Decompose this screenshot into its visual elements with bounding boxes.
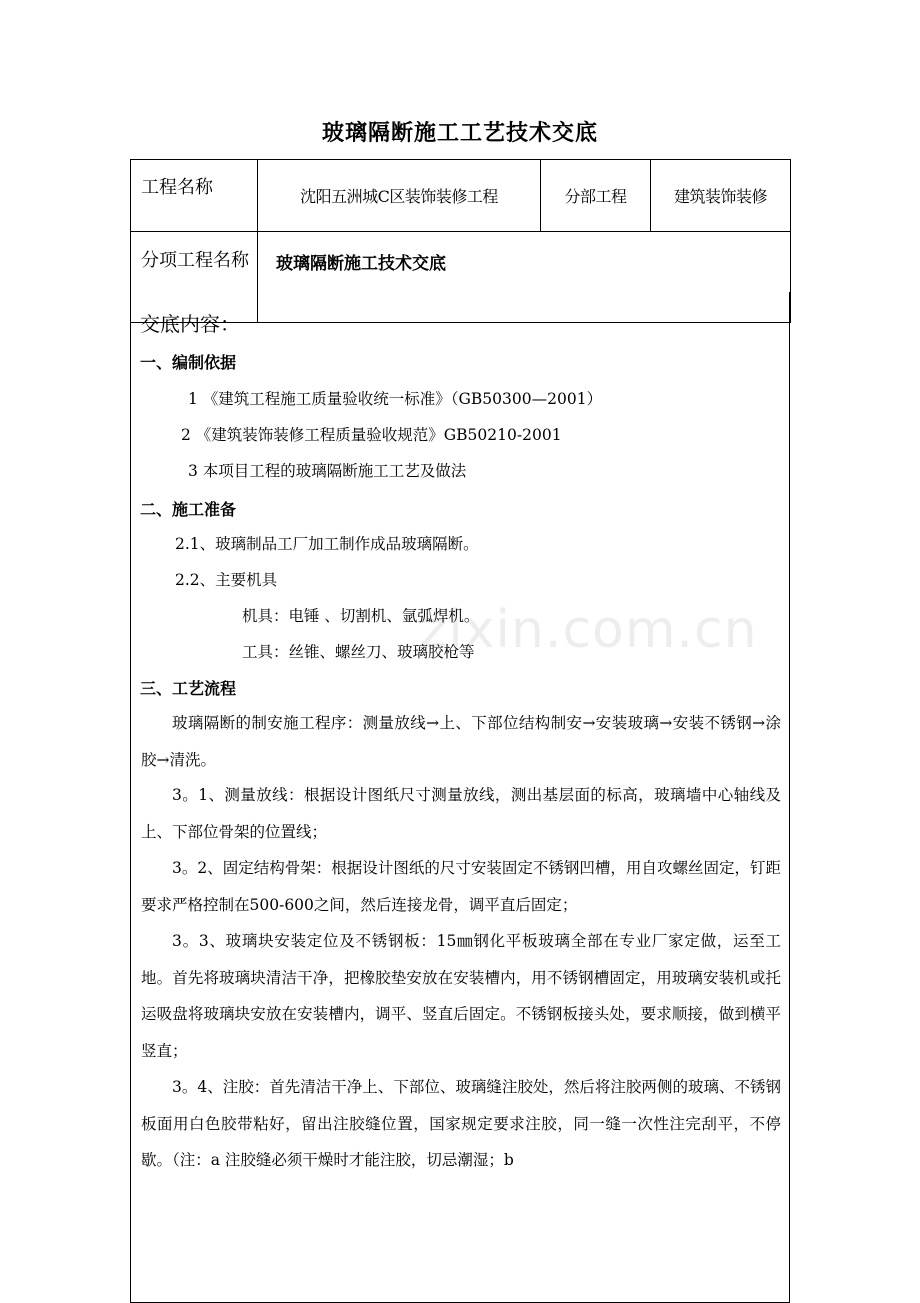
process-paragraph: 3。1、测量放线：根据设计图纸尺寸测量放线，测出基层面的标高，玻璃墙中心轴线及上、下部位骨架的位置线； (141, 786, 781, 841)
subitem-name-label: 分项工程名称 (131, 232, 258, 323)
process-paragraph: 玻璃隔断的制安施工程序：测量放线→上、下部位结构制安→安装玻璃→安装不锈钢→涂胶→清洗。 (141, 714, 781, 769)
section-basis-title: 一、编制依据 (140, 353, 237, 372)
prep-machines: 机具：电锤 、切割机、氩弧焊机。 (242, 607, 480, 625)
basis-item: 2 《建筑装饰装修工程质量验收规范》GB50210-2001 (181, 426, 562, 444)
prep-item: 2.2、主要机具 (175, 571, 278, 589)
watermark: zixin.com.cn (420, 600, 758, 660)
header-row-project (131, 160, 791, 232)
project-name-label: 工程名称 (131, 160, 258, 232)
section-prep-title: 二、施工准备 (140, 500, 237, 519)
subitem-name-value: 玻璃隔断施工技术交底 (258, 232, 791, 323)
content-heading: 交底内容： (140, 312, 240, 336)
division-value: 建筑装饰装修 (651, 160, 791, 232)
process-paragraph: 3。3、玻璃块安装定位及不锈钢板：15㎜钢化平板玻璃全部在专业厂家定做，运至工地。首先将玻璃块清洁干净，把橡胶垫安放在安装槽内，用不锈钢槽固定，用玻璃安装机或托运吸盘将玻璃块安放在安装槽内，调平、竖直后固定。不锈钢板接头处，要求顺接，做到横平竖直； (141, 932, 781, 1060)
basis-item: 3 本项目工程的玻璃隔断施工工艺及做法 (188, 462, 467, 480)
section-process-title: 三、工艺流程 (140, 679, 237, 698)
division-label: 分部工程 (541, 160, 651, 232)
process-paragraph: 3。4、注胶：首先清洁干净上、下部位、玻璃缝注胶处，然后将注胶两侧的玻璃、不锈钢板面用白色胶带粘好，留出注胶缝位置，国家规定要求注胶，同一缝一次性注完刮平，不停歇。（注：a 注胶缝必须干燥时才能注胶，切忌潮湿；b (141, 1078, 781, 1169)
content-box (130, 292, 790, 1303)
basis-item: 1 《建筑工程施工质量验收统一标准》（GB50300—2001） (188, 390, 603, 408)
document-title: 玻璃隔断施工工艺技术交底 (321, 121, 598, 146)
process-paragraph: 3。2、固定结构骨架：根据设计图纸的尺寸安装固定不锈钢凹槽，用自攻螺丝固定，钉距要求严格控制在500-600之间，然后连接龙骨，调平直后固定； (141, 859, 781, 914)
project-name-value: 沈阳五洲城C区装饰装修工程 (258, 160, 541, 232)
prep-item: 2.1、玻璃制品工厂加工制作成品玻璃隔断。 (175, 535, 479, 553)
prep-tools: 工具：丝锥、螺丝刀、玻璃胶枪等 (242, 643, 475, 661)
